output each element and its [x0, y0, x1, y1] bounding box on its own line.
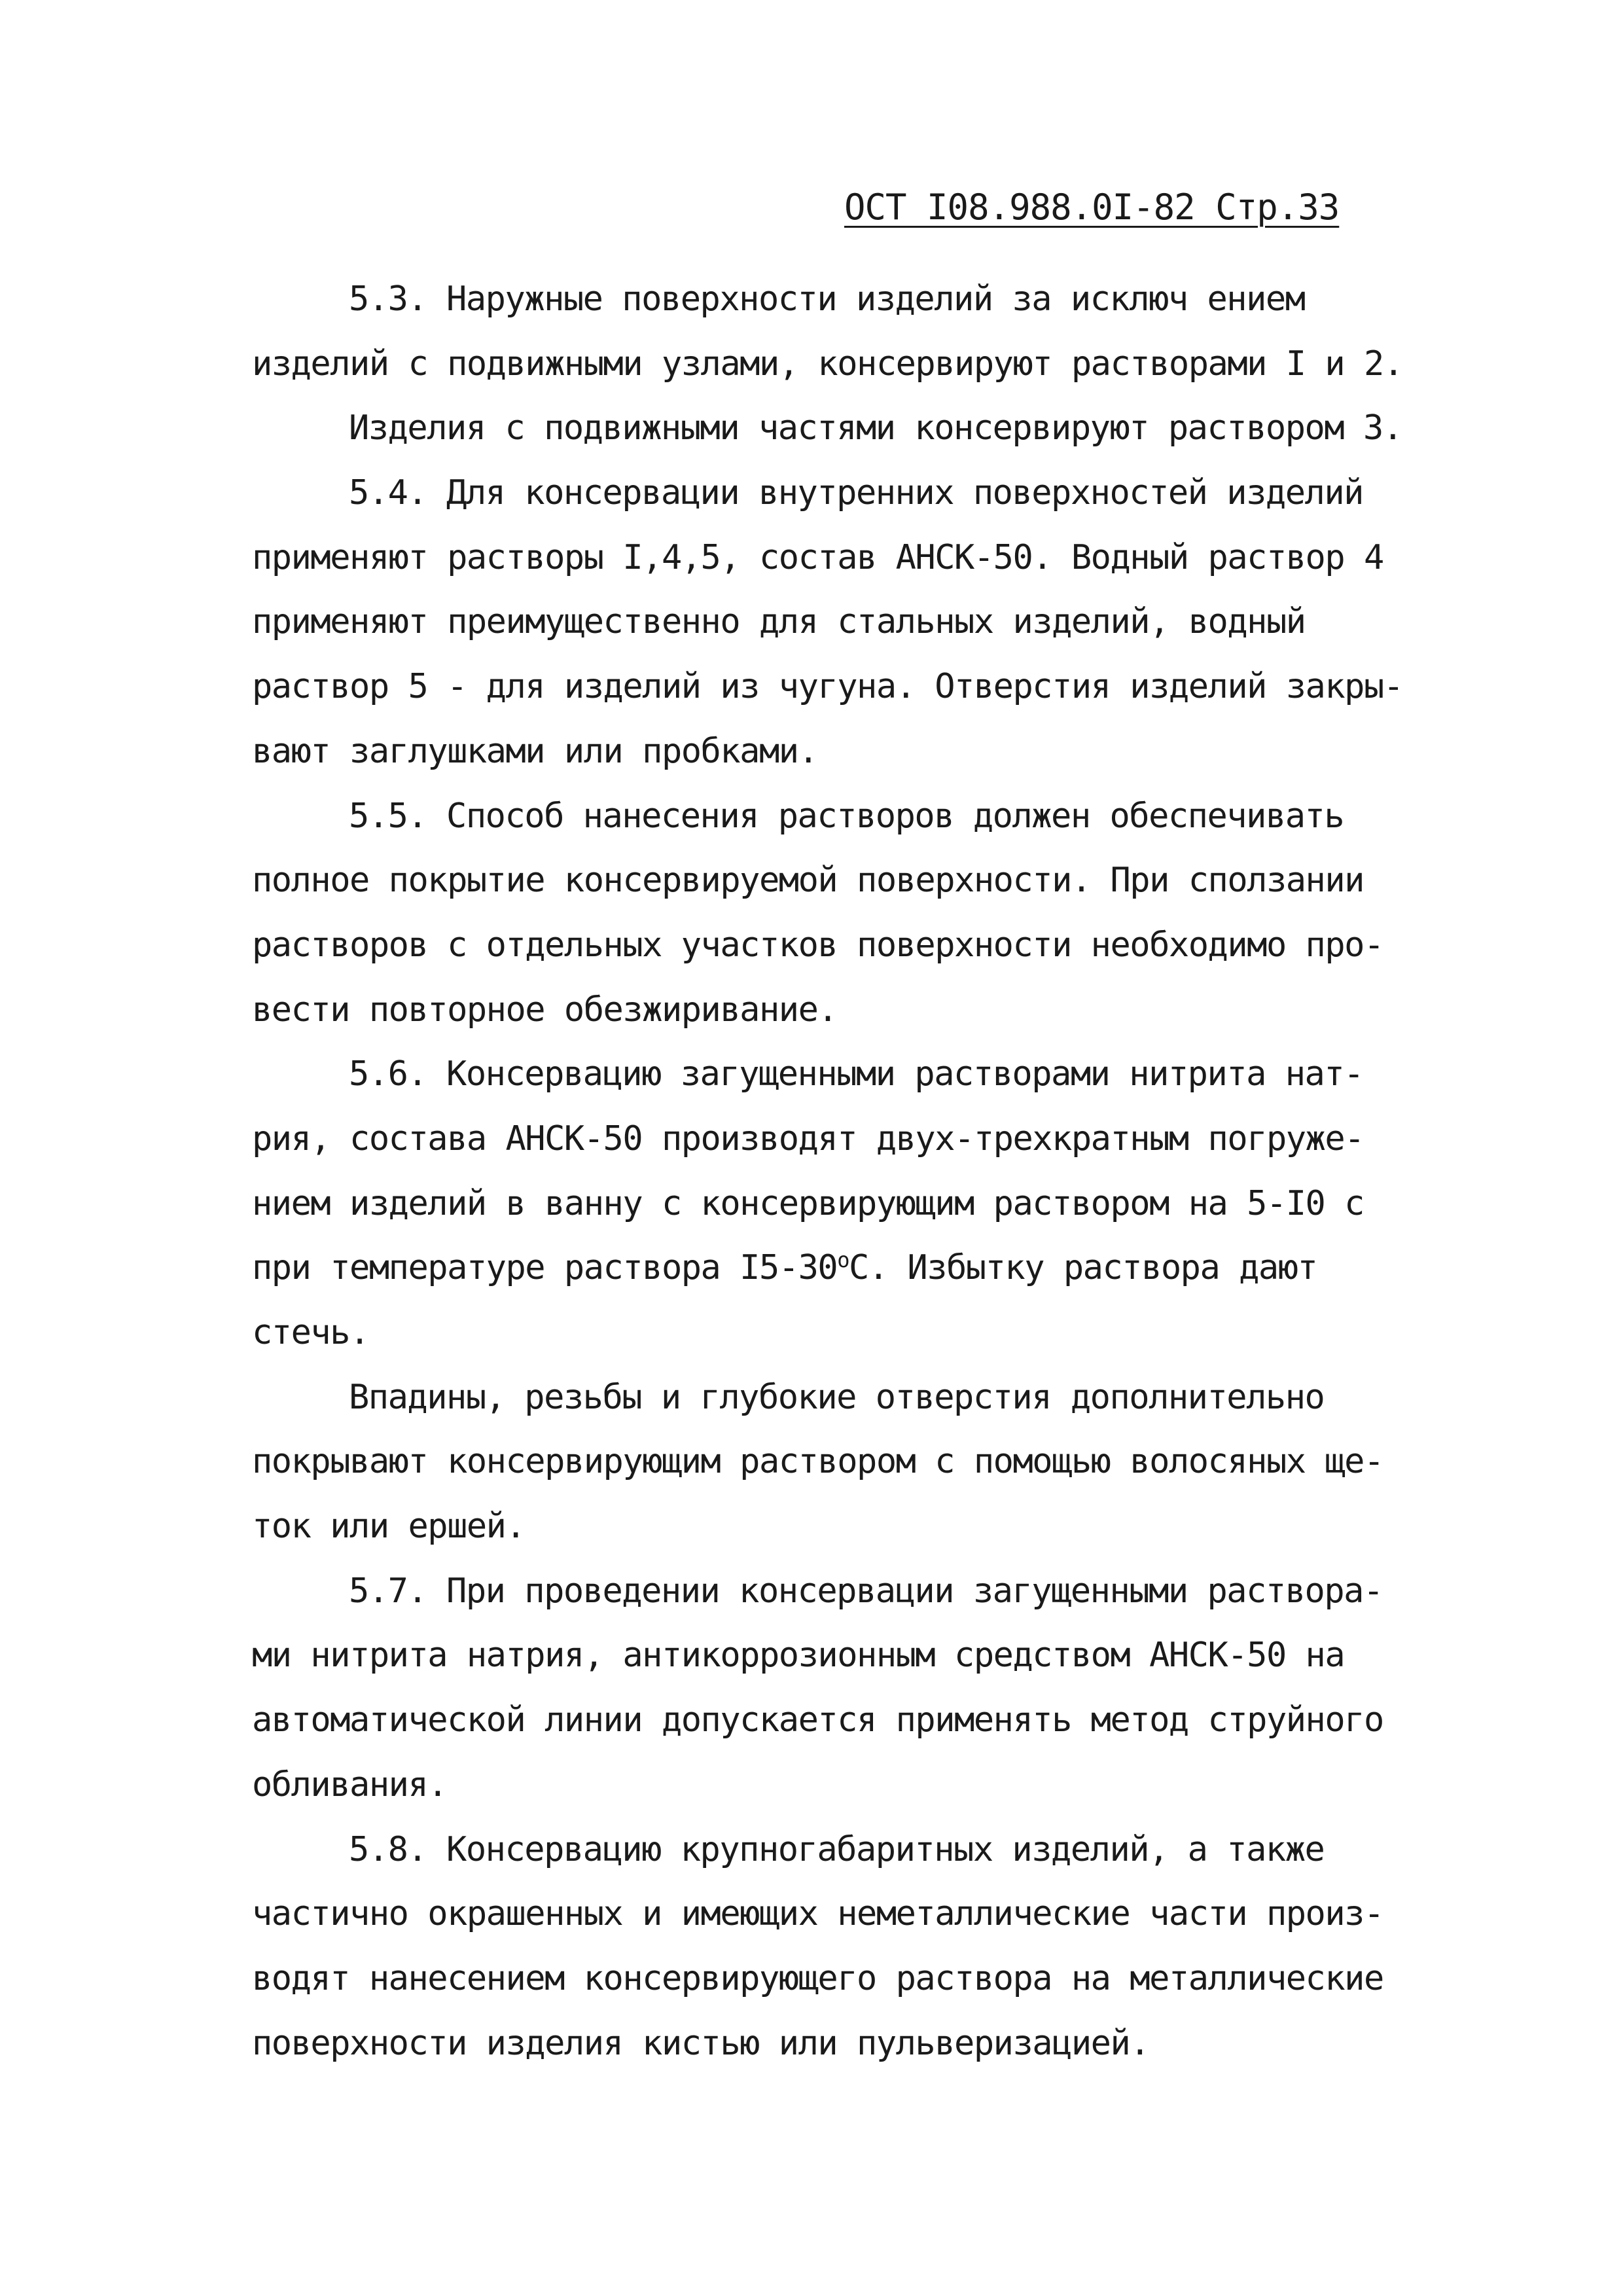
- paragraph-5-6-line-2: рия, состава АНСК-50 производят двух-трехкратным погруже-: [252, 1119, 1364, 1158]
- document-body: [252, 267, 1430, 2075]
- paragraph-5-6-line-4: [252, 1236, 1430, 1300]
- paragraph-5-7-line-4: обливания.: [252, 1765, 448, 1804]
- paragraph-5-8-line-3: водят нанесением консервирующего раствора на металлические: [252, 1958, 1383, 1998]
- degree-superscript: o: [837, 1247, 849, 1273]
- temperature-text-end: С. Избытку раствора дают: [848, 1248, 1317, 1288]
- paragraph-5-8-line-2: частично окрашенных и имеющих неметаллические части произ-: [252, 1894, 1383, 1934]
- paragraph-5-6-line-5: стечь.: [252, 1313, 369, 1352]
- paragraph-5-3-line-1: 5.3. Наружные поверхности изделий за исключ ением: [349, 279, 1305, 319]
- paragraph-5-3-line-3: Изделия с подвижными частями консервируют раствором 3.: [349, 408, 1402, 448]
- paragraph-5-4-line-2: применяют растворы I,4,5, состав АНСК-50. Водный раствор 4: [252, 537, 1383, 577]
- paragraph-5-7-line-1: 5.7. При проведении консервации загущенными раствора-: [349, 1571, 1383, 1611]
- paragraph-5-8-line-1: 5.8. Консервацию крупногабаритных изделий, а также: [349, 1829, 1325, 1869]
- temperature-text-start: при температуре раствора I5-30: [252, 1248, 838, 1288]
- paragraph-5-4-line-1: 5.4. Для консервации внутренних поверхностей изделий: [349, 473, 1363, 513]
- paragraph-5-6-line-3: нием изделий в ванну с консервирующим раствором на 5-I0 с: [252, 1183, 1364, 1223]
- paragraph-5-5-line-1: 5.5. Способ нанесения растворов должен обеспечивать: [349, 796, 1344, 836]
- paragraph-5-5-line-4: вести повторное обезжиривание.: [252, 990, 838, 1030]
- paragraph-5-4-line-3: применяют преимущественно для стальных изделий, водный: [252, 602, 1306, 642]
- paragraph-5-5-line-2: полное покрытие консервируемой поверхности. При сползании: [252, 861, 1364, 901]
- paragraph-5-6-line-1: 5.6. Консервацию загущенными растворами нитрита нат-: [349, 1054, 1363, 1094]
- paragraph-grooves-line-3: ток или ершей.: [252, 1507, 526, 1547]
- paragraph-5-7-line-3: автоматической линии допускается применять метод струйного: [252, 1700, 1383, 1740]
- paragraph-5-7-line-2: ми нитрита натрия, антикоррозионным средством АНСК-50 на: [252, 1636, 1345, 1676]
- paragraph-5-8-line-4: поверхности изделия кистью или пульверизацией.: [252, 2023, 1150, 2063]
- paragraph-5-5-line-3: растворов с отдельных участков поверхности необходимо про-: [252, 925, 1383, 965]
- paragraph-grooves-line-1: Впадины, резьбы и глубокие отверстия дополнительно: [349, 1377, 1325, 1417]
- paragraph-5-3-line-2: изделий с подвижными узлами, консервируют растворами I и 2.: [252, 344, 1403, 384]
- paragraph-grooves-line-2: покрывают консервирующим раствором с помощью волосяных ще-: [252, 1442, 1383, 1482]
- paragraph-5-4-line-5: вают заглушками или пробками.: [252, 731, 818, 771]
- paragraph-5-4-line-4: раствор 5 - для изделий из чугуна. Отверстия изделий закры-: [252, 667, 1403, 707]
- page-header: ОСТ I08.988.0I-82 Стр.33: [844, 187, 1340, 228]
